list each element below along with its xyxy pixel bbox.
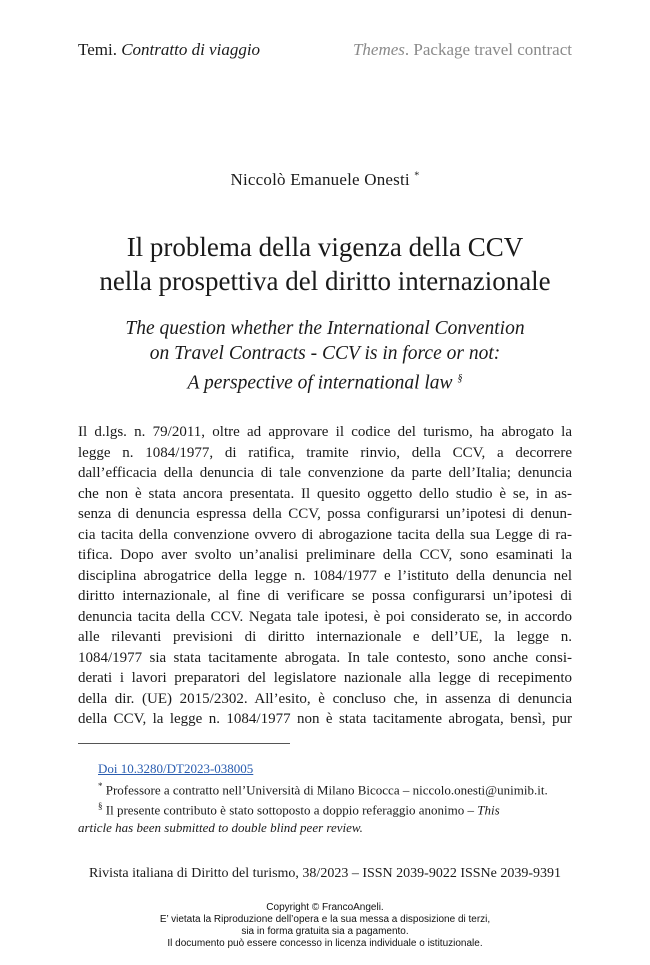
footnote-review-continued: article has been submitted to double blind peer review. <box>78 820 363 836</box>
abstract-line: cia tacita della convenzione ovvero di abrogazione tacita della sua Legge di ra- <box>78 526 572 543</box>
abstract-line: che non è stata ancora presentata. Il quesito oggetto dello studio è se, in as- <box>78 485 572 502</box>
doi-link[interactable]: Doi 10.3280/DT2023-038005 <box>98 761 254 776</box>
subtitle-line: The question whether the International Convention <box>125 318 525 339</box>
footnote-review: § Il presente contributo è stato sottoposto a doppio referaggio anonimo – This <box>98 801 500 818</box>
running-head-left: Temi. Contratto di viaggio <box>78 40 261 59</box>
title-line: Il problema della vigenza della CCV <box>126 232 524 262</box>
copyright-line: E’ vietata la Riproduzione dell’opera e la sua messa a disposizione di terzi, <box>159 914 491 925</box>
copyright-line: Copyright © FrancoAngeli. <box>266 902 384 913</box>
abstract-line: derati i lavori preparatori del legislatore nazionale alla legge di recepimento <box>78 670 572 686</box>
abstract <box>78 422 572 730</box>
abstract-line: legge n. 1084/1977, di ratifica, tramite rinvio, della CCV, a decorrere <box>78 444 572 461</box>
abstract-line: 1084/1977 sia stata tacitamente abrogata. In tale contesto, sono anche consi- <box>78 649 572 666</box>
running-head-right: Themes. Package travel contract <box>352 40 572 59</box>
footnote-mark: * <box>98 780 103 791</box>
abstract-line: della CCV, la legge n. 1084/1977 non è stata tacitamente abrogata, bensì, pur <box>78 711 572 727</box>
footnote-author: * Professore a contratto nell’Università di Milano Bicocca – niccolo.onesti@unimib.it. <box>98 780 548 797</box>
article-subtitle <box>80 316 570 396</box>
subtitle-footnote-mark[interactable]: § <box>457 373 463 384</box>
abstract-line: disciplina abrogatrice della legge n. 1084/1977 e l’istituto della denuncia nel <box>78 567 572 584</box>
footnote-divider <box>78 743 290 744</box>
article-title <box>60 230 590 298</box>
journal-citation: Rivista italiana di Diritto del turismo, 38/2023 – ISSN 2039-9022 ISSNe 2039-9391 <box>88 866 562 881</box>
title-line: nella prospettiva del diritto internazionale <box>99 266 551 296</box>
abstract-line: dall’efficacia della denuncia di tale convenzione da parte dell’Italia; denuncia <box>78 465 572 481</box>
copyright-notice <box>0 902 650 950</box>
subtitle-line: on Travel Contracts - CCV is in force or not: <box>149 343 501 364</box>
abstract-line: tifica. Dopo aver svolto un’analisi preliminare della CCV, sono esaminati la <box>78 547 572 563</box>
abstract-line: alle rilevanti previsioni di diritto internazionale e dell’UE, la legge n. <box>78 629 572 645</box>
footnote-mark: § <box>98 801 103 812</box>
abstract-line: senza di denuncia espressa della CCV, possa configurarsi un’ipotesi di denun- <box>78 506 572 522</box>
abstract-line: Il d.lgs. n. 79/2011, oltre ad approvare il codice del turismo, ha abrogato la <box>78 424 572 440</box>
copyright-line: Il documento può essere concesso in licenza individuale o istituzionale. <box>167 938 483 949</box>
abstract-line: denuncia tacita della CCV. Negata tale ipotesi, è poi considerato se, in accordo <box>78 608 572 625</box>
author-name: Niccolò Emanuele Onesti * <box>230 170 420 189</box>
copyright-line: sia in forma gratuita sia a pagamento. <box>241 926 409 937</box>
footnotes <box>78 760 572 837</box>
abstract-line: diritto internazionale, al fine di verificare se possa configurarsi un’ipotesi di <box>78 588 572 604</box>
abstract-line: della dir. (UE) 2015/2302. All’esito, è concluso che, in assenza di denuncia <box>78 690 572 707</box>
subtitle-line: A perspective of international law § <box>187 372 463 394</box>
author-footnote-mark[interactable]: * <box>414 170 420 182</box>
